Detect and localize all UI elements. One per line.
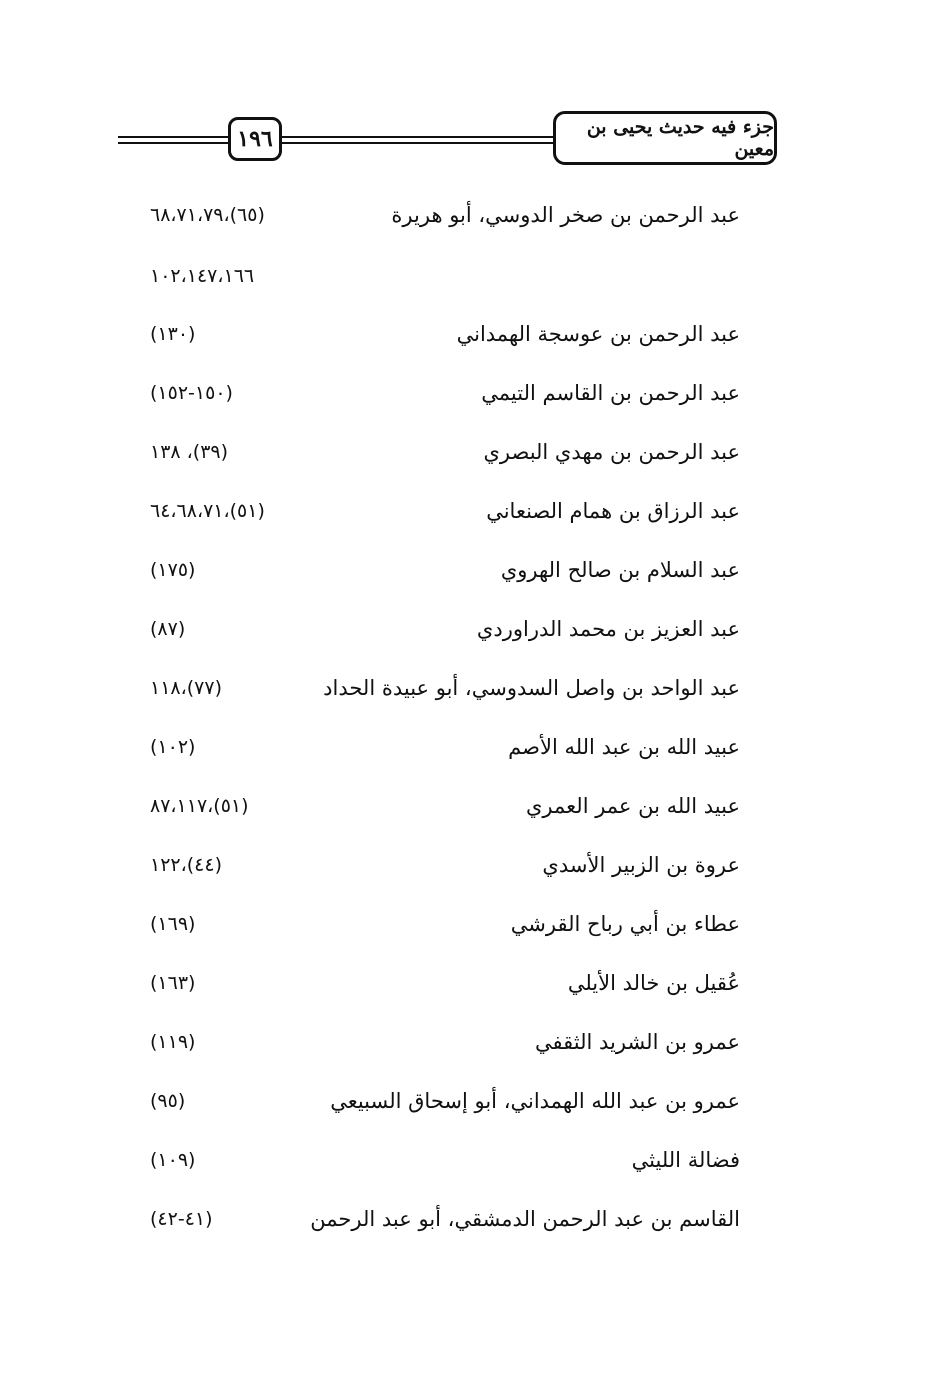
entry-name: عبد الرحمن بن القاسم التيمي: [481, 381, 740, 405]
index-entry: [150, 786, 740, 826]
entry-refs: (١٣٠): [150, 323, 196, 345]
entry-refs: (٤٤)،١٢٢: [150, 854, 223, 876]
entry-refs: (١٦٩): [150, 913, 196, 935]
entry-name: عُقيل بن خالد الأيلي: [567, 971, 740, 995]
index-entry: [150, 727, 740, 767]
index-entry: [150, 491, 740, 531]
entry-name: عروة بن الزبير الأسدي: [542, 853, 740, 877]
entry-name: عبد الرحمن بن صخر الدوسي، أبو هريرة: [391, 203, 740, 227]
entry-refs: (٤١-٤٢): [150, 1208, 213, 1230]
header-rule-left-bottom: [118, 142, 230, 144]
index-entry: [150, 432, 740, 472]
index-entry: [150, 904, 740, 944]
entry-refs: (٥١)،٦٤،٦٨،٧١: [150, 500, 265, 522]
index-entry: [150, 1199, 740, 1239]
entry-name: عبد الرحمن بن عوسجة الهمداني: [456, 322, 740, 346]
index-entry: [150, 314, 740, 354]
entry-name: عبد السلام بن صالح الهروي: [500, 558, 740, 582]
entry-name: فضالة الليثي: [631, 1148, 740, 1172]
book-title: جزء فيه حديث يحيى بن معين: [553, 111, 777, 165]
index-entry: [150, 256, 740, 296]
index-entry: [150, 195, 740, 235]
index-entry: [150, 1140, 740, 1180]
entry-refs: (١٠٩): [150, 1149, 196, 1171]
entry-refs: (٩٥): [150, 1090, 186, 1112]
header-rule-middle-top: [282, 136, 554, 138]
entry-refs: (٨٧): [150, 618, 186, 640]
entry-refs: (١٦٣): [150, 972, 196, 994]
page-header: [0, 0, 937, 180]
entry-refs: (٦٥)،٦٨،٧١،٧٩: [150, 204, 265, 226]
entry-refs: (١١٩): [150, 1031, 196, 1053]
entry-refs: (١٧٥): [150, 559, 196, 581]
index-entry: [150, 1081, 740, 1121]
entry-name: القاسم بن عبد الرحمن الدمشقي، أبو عبد الرحمن: [310, 1207, 740, 1231]
entry-name: عبد الرزاق بن همام الصنعاني: [486, 499, 740, 523]
index-entry: [150, 609, 740, 649]
entry-name: عطاء بن أبي رباح القرشي: [510, 912, 740, 936]
entry-name: عبيد الله بن عمر العمري: [526, 794, 740, 818]
entry-refs: (٧٧)،١١٨: [150, 677, 223, 699]
entry-name: عمرو بن عبد الله الهمداني، أبو إسحاق السبيعي: [330, 1089, 740, 1113]
index-entry: [150, 963, 740, 1003]
entry-refs: (١٥٠-١٥٢): [150, 382, 233, 404]
entry-refs: (١٠٢): [150, 736, 196, 758]
index-entry: [150, 1022, 740, 1062]
entry-name: عبد الرحمن بن مهدي البصري: [483, 440, 740, 464]
header-rule-middle-bottom: [282, 142, 554, 144]
page-number: ١٩٦: [228, 117, 282, 161]
entry-name: عبد العزيز بن محمد الدراوردي: [476, 617, 740, 641]
entry-name: عبيد الله بن عبد الله الأصم: [508, 735, 740, 759]
entry-refs: (٣٩)، ١٣٨: [150, 441, 229, 463]
entry-refs: ١٠٢،١٤٧،١٦٦: [150, 265, 255, 287]
index-entry: [150, 668, 740, 708]
entry-refs: (٥١)،٨٧،١١٧: [150, 795, 249, 817]
index-entry: [150, 845, 740, 885]
header-rule-left-top: [118, 136, 230, 138]
entry-name: عبد الواحد بن واصل السدوسي، أبو عبيدة الحداد: [323, 676, 740, 700]
index-entry: [150, 373, 740, 413]
entry-name: عمرو بن الشريد الثقفي: [535, 1030, 740, 1054]
index-entry: [150, 550, 740, 590]
